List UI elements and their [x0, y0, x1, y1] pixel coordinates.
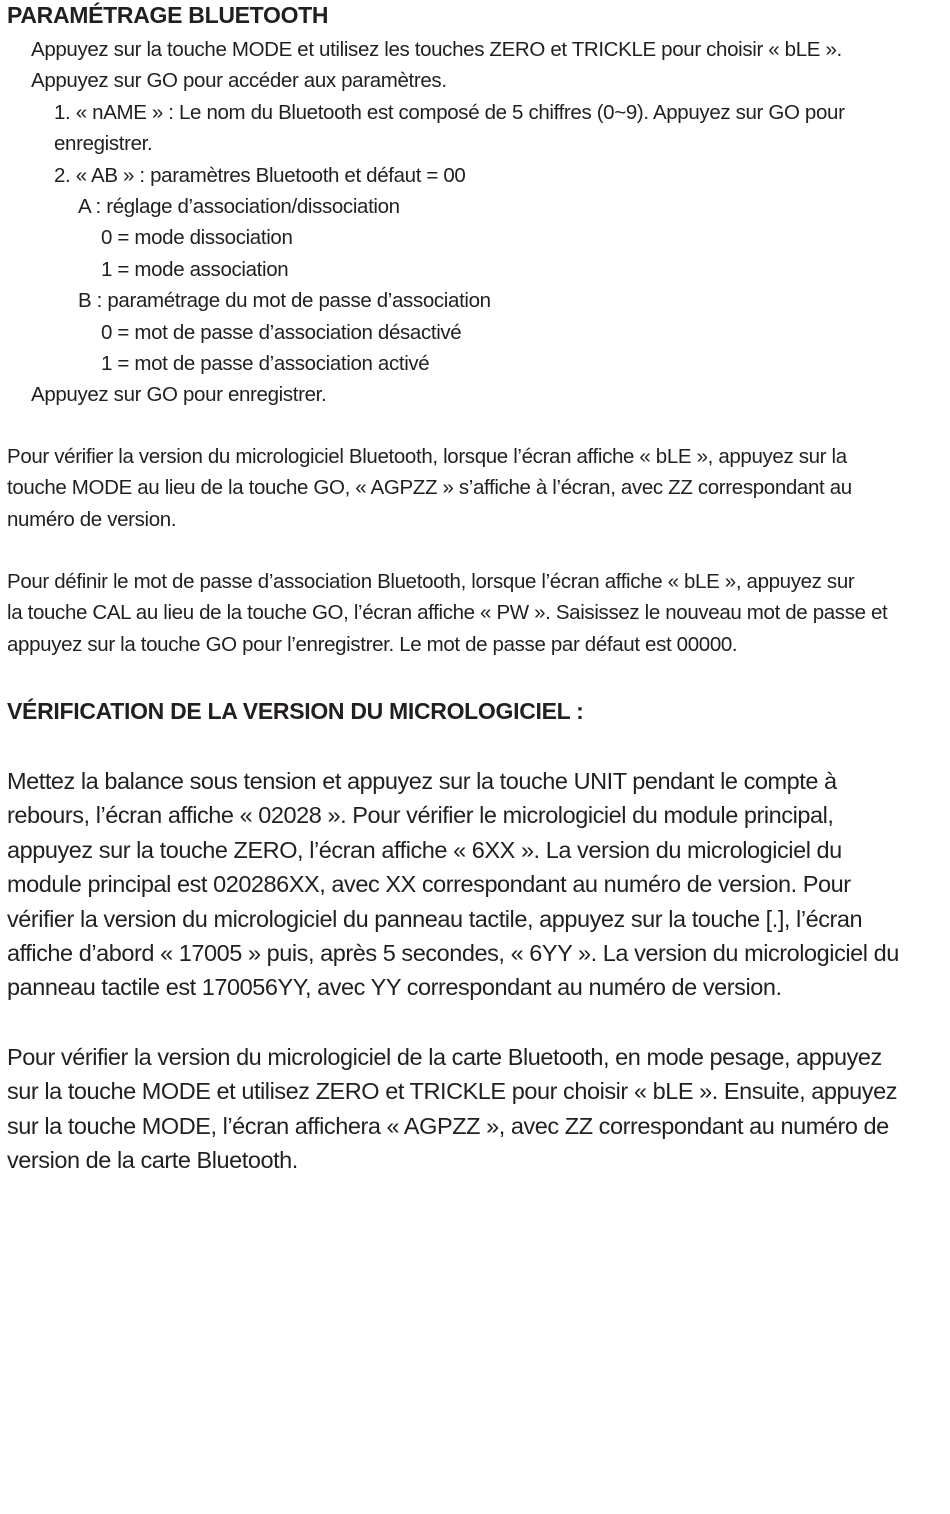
- paragraph-bluetooth-card-version: [7, 1040, 950, 1178]
- paragraph-line: vérifier la version du micrologiciel du panneau tactile, appuyez sur la touche [.], l’écran: [7, 905, 863, 932]
- paragraph-line: panneau tactile est 170056YY, avec YY correspondant au numéro de version.: [7, 974, 782, 1001]
- instruction-line: 0 = mode dissociation: [101, 226, 293, 250]
- instruction-line: 1 = mode association: [101, 257, 289, 281]
- instruction-line: 1. « nAME » : Le nom du Bluetooth est composé de 5 chiffres (0~9). Appuyez sur GO pour: [54, 100, 845, 124]
- section-title-bluetooth-settings: PARAMÉTRAGE BLUETOOTH: [7, 2, 329, 28]
- paragraph-line: sur la touche MODE, l’écran affichera « AGPZZ », avec ZZ correspondant au numéro de: [7, 1112, 889, 1139]
- instruction-line: Appuyez sur GO pour accéder aux paramètres.: [31, 69, 447, 93]
- paragraph-line: sur la touche MODE et utilisez ZERO et TRICKLE pour choisir « bLE ». Ensuite, appuyez: [7, 1078, 897, 1105]
- paragraph-line: la touche CAL au lieu de la touche GO, l’écran affiche « PW ». Saisissez le nouveau mot de passe et: [7, 601, 888, 625]
- paragraph-line: rebours, l’écran affiche « 02028 ». Pour vérifier le micrologiciel du module principal,: [7, 802, 834, 829]
- section-title-firmware-version: VÉRIFICATION DE LA VERSION DU MICROLOGICIEL :: [7, 698, 584, 724]
- paragraph-line: module principal est 020286XX, avec XX correspondant au numéro de version. Pour: [7, 871, 851, 898]
- instruction-line: Appuyez sur GO pour enregistrer.: [31, 383, 327, 407]
- instruction-line: 2. « AB » : paramètres Bluetooth et défaut = 00: [54, 163, 466, 187]
- paragraph-line: numéro de version.: [7, 507, 177, 531]
- paragraph-line: version de la carte Bluetooth.: [7, 1147, 298, 1174]
- instruction-line: enregistrer.: [54, 132, 153, 156]
- paragraph-line: appuyez sur la touche GO pour l’enregistrer. Le mot de passe par défaut est 00000.: [7, 632, 738, 656]
- paragraph-line: Pour définir le mot de passe d’association Bluetooth, lorsque l’écran affiche « bLE », appuyez sur: [7, 570, 855, 593]
- paragraph-line: Pour vérifier la version du micrologiciel de la carte Bluetooth, en mode pesage, appuyez: [7, 1044, 882, 1070]
- instruction-line: B : paramétrage du mot de passe d’association: [78, 289, 491, 313]
- instruction-line: Appuyez sur la touche MODE et utilisez les touches ZERO et TRICKLE pour choisir « bLE ».: [31, 38, 842, 61]
- paragraph-bluetooth-version: [7, 441, 950, 535]
- paragraph-line: affiche d’abord « 17005 » puis, après 5 secondes, « 6YY ». La version du micrologiciel du: [7, 939, 899, 966]
- paragraph-line: appuyez sur la touche ZERO, l’écran affiche « 6XX ». La version du micrologiciel du: [7, 836, 842, 863]
- instruction-line: A : réglage d’association/dissociation: [78, 194, 400, 218]
- paragraph-line: Pour vérifier la version du micrologiciel Bluetooth, lorsque l’écran affiche « bLE », appuyez sur la: [7, 445, 847, 468]
- instruction-line: 0 = mot de passe d’association désactivé: [101, 320, 462, 344]
- instruction-line: 1 = mot de passe d’association activé: [101, 351, 430, 375]
- paragraph-line: touche MODE au lieu de la touche GO, « AGPZZ » s’affiche à l’écran, avec ZZ correspondant au: [7, 476, 852, 500]
- paragraph-line: Mettez la balance sous tension et appuyez sur la touche UNIT pendant le compte à: [7, 768, 837, 794]
- paragraph-firmware-check: [7, 764, 950, 1005]
- paragraph-bluetooth-password: [7, 566, 950, 660]
- bluetooth-settings-instructions: [0, 34, 950, 411]
